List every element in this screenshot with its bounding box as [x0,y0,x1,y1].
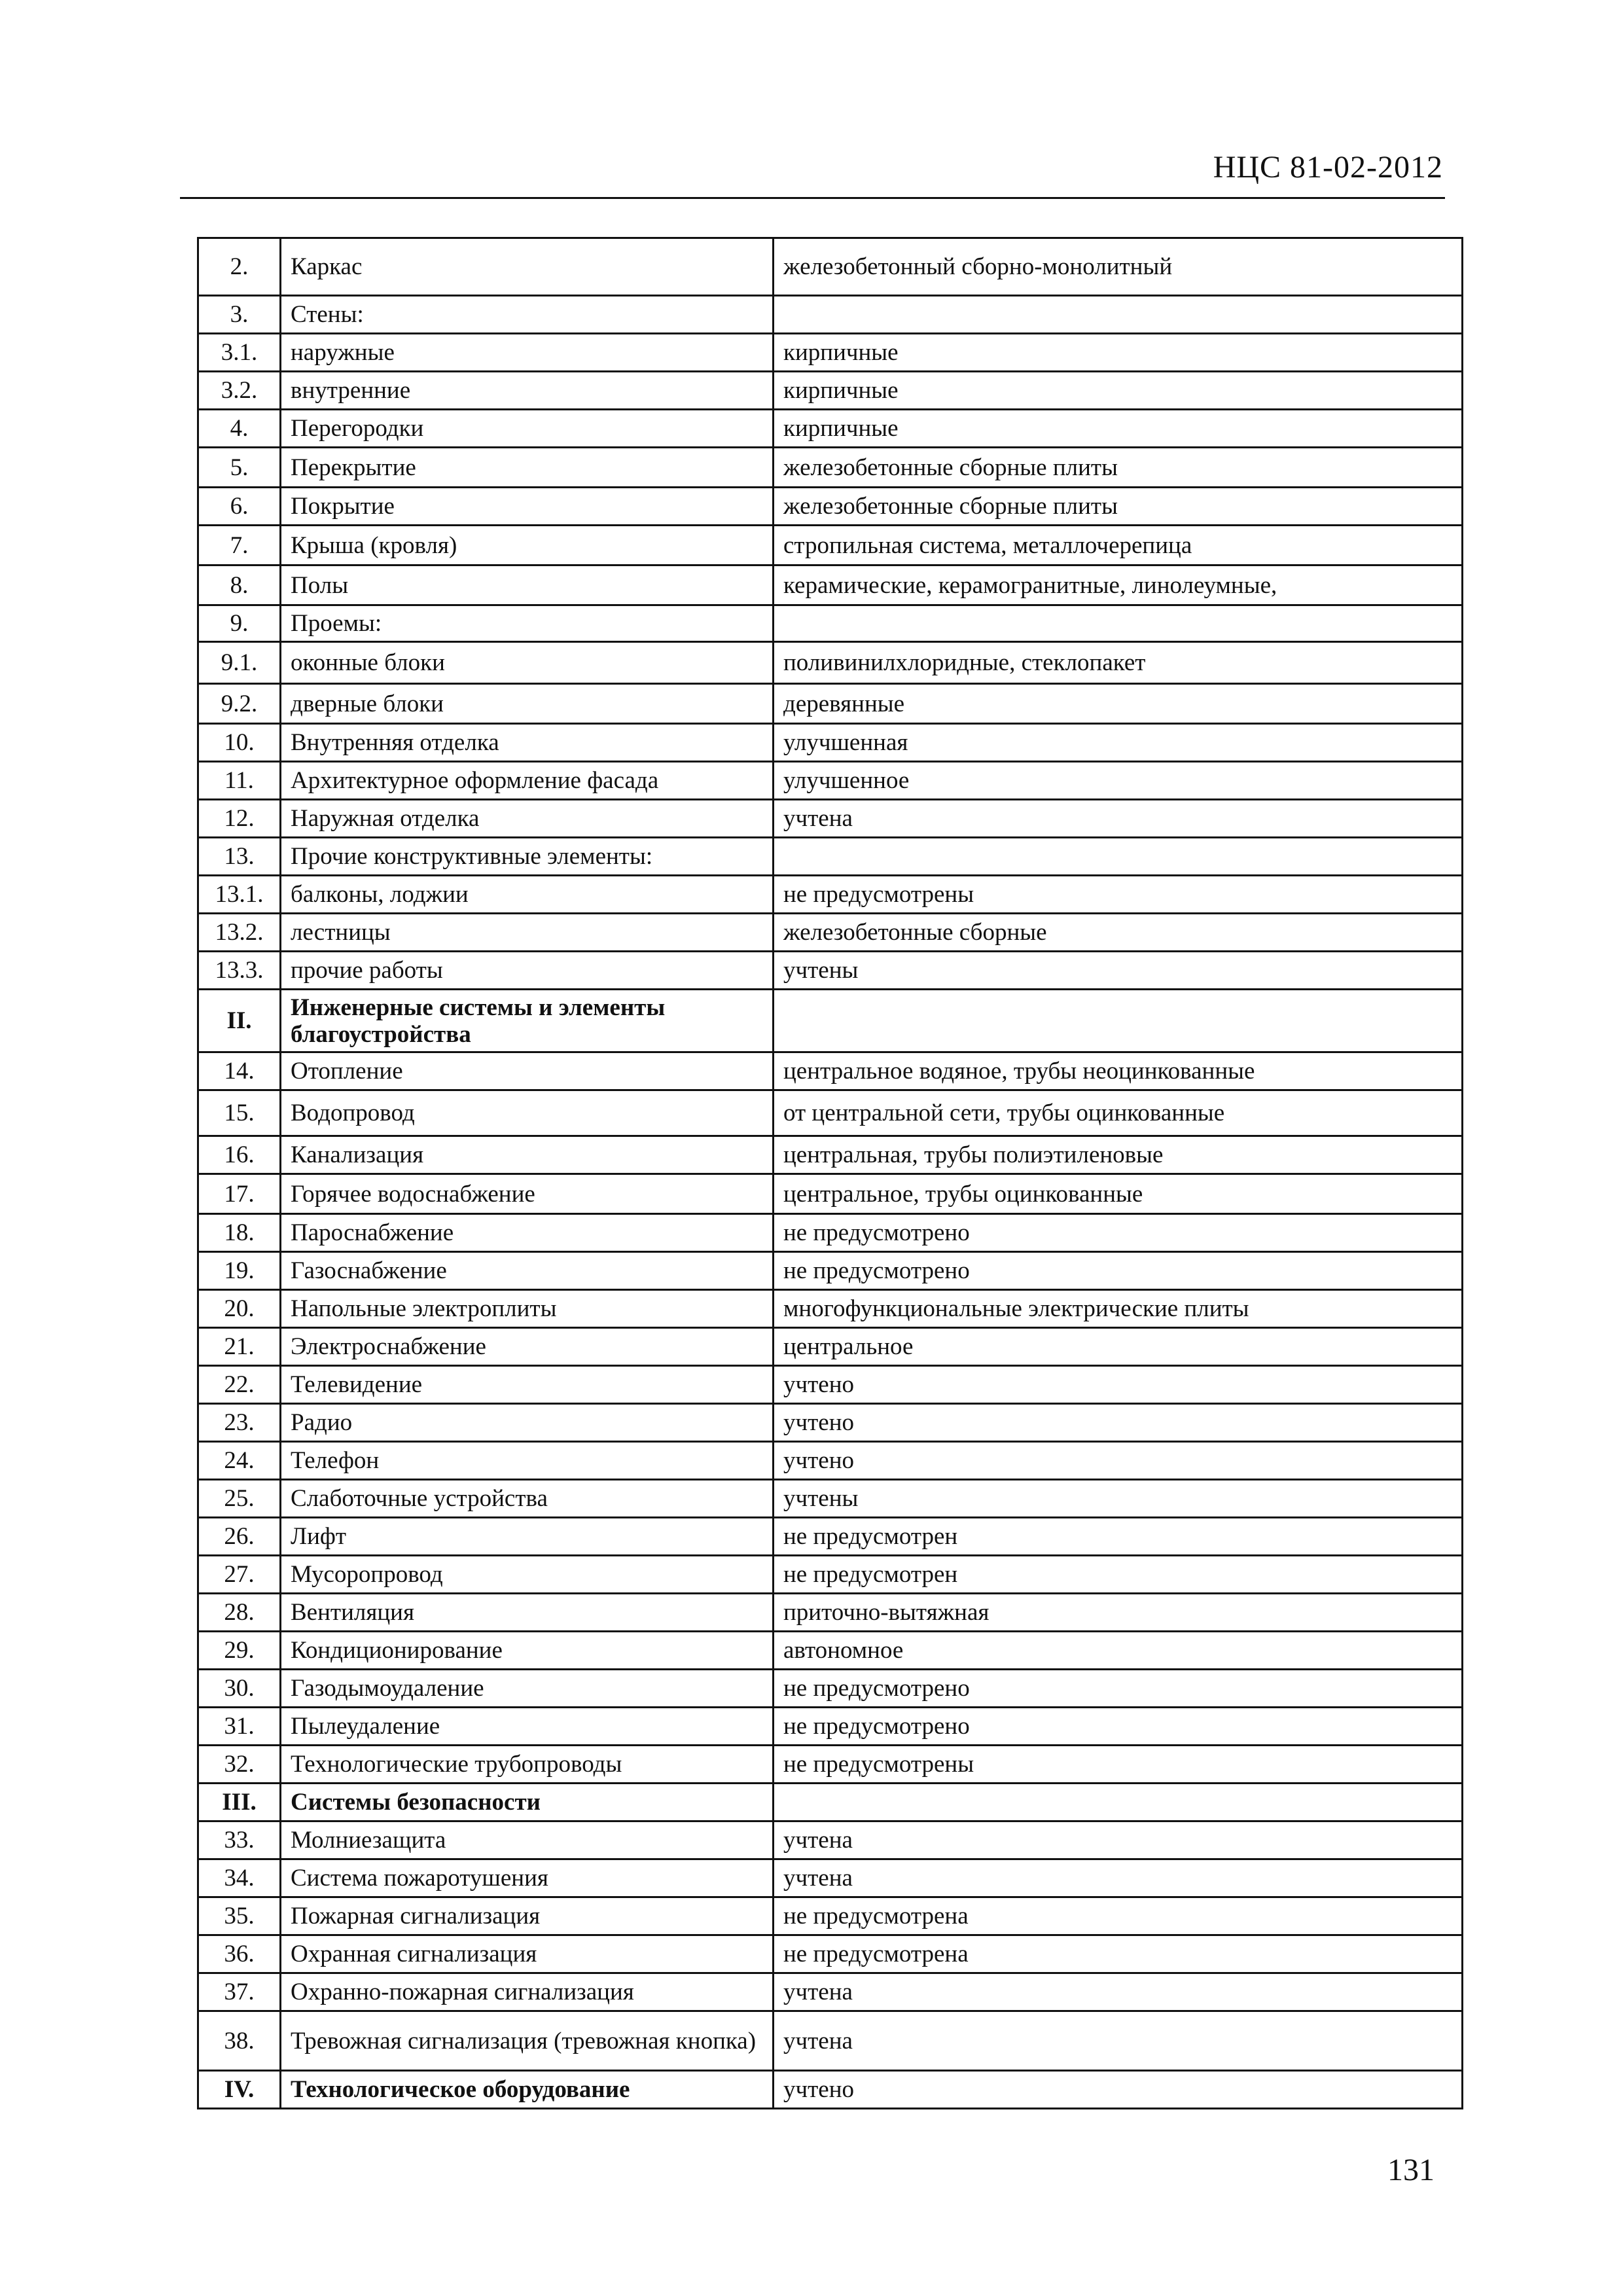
row-characteristic: учтена [774,1973,1463,2011]
row-number: 36. [198,1935,281,1973]
row-characteristic [774,1784,1463,1821]
table-row [198,1090,1463,1136]
specification-table-body [198,238,1463,2109]
row-number: 3.1. [198,334,281,372]
row-number: 16. [198,1136,281,1174]
row-number: 38. [198,2011,281,2071]
row-characteristic: железобетонные сборные плиты [774,488,1463,526]
row-number: 19. [198,1252,281,1290]
row-element-name: Охранно-пожарная сигнализация [281,1973,774,2011]
row-number: 20. [198,1290,281,1328]
row-number: 11. [198,762,281,800]
row-number: 13.2. [198,914,281,952]
table-row [198,1480,1463,1518]
row-element-name: Покрытие [281,488,774,526]
table-row [198,800,1463,838]
row-number: 18. [198,1214,281,1252]
row-element-name: Система пожаротушения [281,1859,774,1897]
row-characteristic: кирпичные [774,372,1463,410]
row-number: IV. [198,2071,281,2109]
row-element-name: Мусоропровод [281,1556,774,1594]
row-characteristic: железобетонный сборно-монолитный [774,238,1463,296]
row-characteristic [774,990,1463,1052]
row-number: 24. [198,1442,281,1480]
row-number: 27. [198,1556,281,1594]
table-row [198,684,1463,724]
row-characteristic: центральное [774,1328,1463,1366]
row-number: 9.1. [198,642,281,684]
row-element-name: Кондиционирование [281,1632,774,1670]
row-element-name: Электроснабжение [281,1328,774,1366]
row-number: 9.2. [198,684,281,724]
row-number: 10. [198,724,281,762]
row-number: II. [198,990,281,1052]
row-number: 22. [198,1366,281,1404]
row-element-name: Архитектурное оформление фасада [281,762,774,800]
page-number: 131 [1387,2153,1435,2187]
row-characteristic: не предусмотрен [774,1518,1463,1556]
table-row [198,526,1463,565]
row-number: 13. [198,838,281,876]
table-row [198,565,1463,605]
row-number: 21. [198,1328,281,1366]
row-element-name: Технологическое оборудование [281,2071,774,2109]
row-number: 5. [198,448,281,488]
row-characteristic: центральное водяное, трубы неоцинкованные [774,1052,1463,1090]
row-characteristic: учтена [774,1821,1463,1859]
row-element-name: Газоснабжение [281,1252,774,1290]
row-characteristic: учтена [774,800,1463,838]
table-row [198,1052,1463,1090]
row-element-name: Охранная сигнализация [281,1935,774,1973]
row-element-name: Тревожная сигнализация (тревожная кнопка) [281,2011,774,2071]
row-characteristic: поливинилхлоридные, стеклопакет [774,642,1463,684]
table-row [198,1404,1463,1442]
row-characteristic: учтено [774,1442,1463,1480]
table-row [198,1784,1463,1821]
row-element-name: Вентиляция [281,1594,774,1632]
row-element-name: Пожарная сигнализация [281,1897,774,1935]
row-characteristic: многофункциональные электрические плиты [774,1290,1463,1328]
row-element-name: прочие работы [281,952,774,990]
specification-table [197,237,1463,2109]
row-number: 13.3. [198,952,281,990]
row-element-name: Системы безопасности [281,1784,774,1821]
row-element-name: Телефон [281,1442,774,1480]
table-row [198,990,1463,1052]
row-characteristic: кирпичные [774,334,1463,372]
row-element-name: оконные блоки [281,642,774,684]
table-row [198,1290,1463,1328]
row-number: III. [198,1784,281,1821]
row-element-name: Водопровод [281,1090,774,1136]
table-row [198,1708,1463,1746]
table-row [198,2011,1463,2071]
table-row [198,1594,1463,1632]
row-number: 17. [198,1174,281,1214]
row-number: 33. [198,1821,281,1859]
row-element-name: лестницы [281,914,774,952]
row-characteristic [774,838,1463,876]
row-number: 14. [198,1052,281,1090]
table-row [198,1442,1463,1480]
row-characteristic: не предусмотрен [774,1556,1463,1594]
table-row [198,1556,1463,1594]
table-row [198,238,1463,296]
row-number: 29. [198,1632,281,1670]
row-element-name: Газодымоудаление [281,1670,774,1708]
row-element-name: Внутренняя отделка [281,724,774,762]
row-number: 26. [198,1518,281,1556]
table-row [198,1174,1463,1214]
row-element-name: Полы [281,565,774,605]
row-characteristic: приточно-вытяжная [774,1594,1463,1632]
row-element-name: Отопление [281,1052,774,1090]
table-row [198,488,1463,526]
row-number: 35. [198,1897,281,1935]
table-row [198,410,1463,448]
row-element-name: Каркас [281,238,774,296]
row-number: 28. [198,1594,281,1632]
row-characteristic: не предусмотрено [774,1670,1463,1708]
table-row [198,605,1463,642]
table-row [198,1632,1463,1670]
row-number: 2. [198,238,281,296]
table-row [198,2071,1463,2109]
table-row [198,1366,1463,1404]
table-row [198,1214,1463,1252]
row-characteristic: улучшенное [774,762,1463,800]
row-characteristic: учтено [774,2071,1463,2109]
row-element-name: Канализация [281,1136,774,1174]
table-row [198,372,1463,410]
row-characteristic: улучшенная [774,724,1463,762]
row-characteristic: учтено [774,1366,1463,1404]
row-element-name: Перекрытие [281,448,774,488]
table-row [198,1328,1463,1366]
row-element-name: Стены: [281,296,774,334]
row-characteristic: не предусмотрены [774,1746,1463,1784]
row-number: 31. [198,1708,281,1746]
table-row [198,296,1463,334]
row-number: 8. [198,565,281,605]
row-number: 7. [198,526,281,565]
row-element-name: балконы, лоджии [281,876,774,914]
row-element-name: Телевидение [281,1366,774,1404]
row-characteristic: не предусмотрены [774,876,1463,914]
row-characteristic: центральное, трубы оцинкованные [774,1174,1463,1214]
row-characteristic: учтено [774,1404,1463,1442]
table-row [198,1670,1463,1708]
row-characteristic: стропильная система, металлочерепица [774,526,1463,565]
row-number: 37. [198,1973,281,2011]
row-element-name: Крыша (кровля) [281,526,774,565]
row-element-name: Горячее водоснабжение [281,1174,774,1214]
table-row [198,1897,1463,1935]
row-characteristic: учтены [774,1480,1463,1518]
row-element-name: Наружная отделка [281,800,774,838]
row-number: 30. [198,1670,281,1708]
row-characteristic: не предусмотрена [774,1935,1463,1973]
row-number: 3.2. [198,372,281,410]
row-number: 25. [198,1480,281,1518]
row-characteristic: учтена [774,1859,1463,1897]
table-row [198,724,1463,762]
row-element-name: Лифт [281,1518,774,1556]
row-characteristic: не предусмотрено [774,1252,1463,1290]
row-characteristic: не предусмотрено [774,1708,1463,1746]
row-element-name: внутренние [281,372,774,410]
row-characteristic: учтены [774,952,1463,990]
table-row [198,838,1463,876]
table-row [198,1136,1463,1174]
table-row [198,1821,1463,1859]
row-characteristic: не предусмотрено [774,1214,1463,1252]
row-number: 34. [198,1859,281,1897]
table-row [198,762,1463,800]
table-row [198,914,1463,952]
row-element-name: наружные [281,334,774,372]
row-characteristic: железобетонные сборные плиты [774,448,1463,488]
row-characteristic: железобетонные сборные [774,914,1463,952]
row-characteristic: автономное [774,1632,1463,1670]
row-number: 3. [198,296,281,334]
row-element-name: Проемы: [281,605,774,642]
row-element-name: Технологические трубопроводы [281,1746,774,1784]
row-element-name: Инженерные системы и элементы благоустройства [281,990,774,1052]
table-row [198,1746,1463,1784]
table-row [198,1859,1463,1897]
row-characteristic: керамические, керамогранитные, линолеумные, [774,565,1463,605]
table-row [198,334,1463,372]
row-characteristic [774,605,1463,642]
row-number: 4. [198,410,281,448]
row-element-name: Радио [281,1404,774,1442]
row-number: 13.1. [198,876,281,914]
row-number: 6. [198,488,281,526]
row-element-name: Молниезащита [281,1821,774,1859]
row-characteristic: от центральной сети, трубы оцинкованные [774,1090,1463,1136]
table-row [198,1973,1463,2011]
row-element-name: Слаботочные устройства [281,1480,774,1518]
row-characteristic: кирпичные [774,410,1463,448]
row-element-name: дверные блоки [281,684,774,724]
table-row [198,1518,1463,1556]
row-characteristic: центральная, трубы полиэтиленовые [774,1136,1463,1174]
table-row [198,876,1463,914]
document-code: НЦС 81-02-2012 [1213,150,1443,185]
table-row [198,642,1463,684]
row-characteristic [774,296,1463,334]
row-element-name: Пароснабжение [281,1214,774,1252]
row-element-name: Перегородки [281,410,774,448]
row-number: 23. [198,1404,281,1442]
header-rule [180,197,1445,199]
row-characteristic: деревянные [774,684,1463,724]
row-characteristic: учтена [774,2011,1463,2071]
row-number: 15. [198,1090,281,1136]
row-element-name: Напольные электроплиты [281,1290,774,1328]
row-number: 12. [198,800,281,838]
row-number: 32. [198,1746,281,1784]
table-row [198,1252,1463,1290]
table-row [198,952,1463,990]
row-characteristic: не предусмотрена [774,1897,1463,1935]
row-number: 9. [198,605,281,642]
row-element-name: Прочие конструктивные элементы: [281,838,774,876]
row-element-name: Пылеудаление [281,1708,774,1746]
table-row [198,448,1463,488]
table-row [198,1935,1463,1973]
